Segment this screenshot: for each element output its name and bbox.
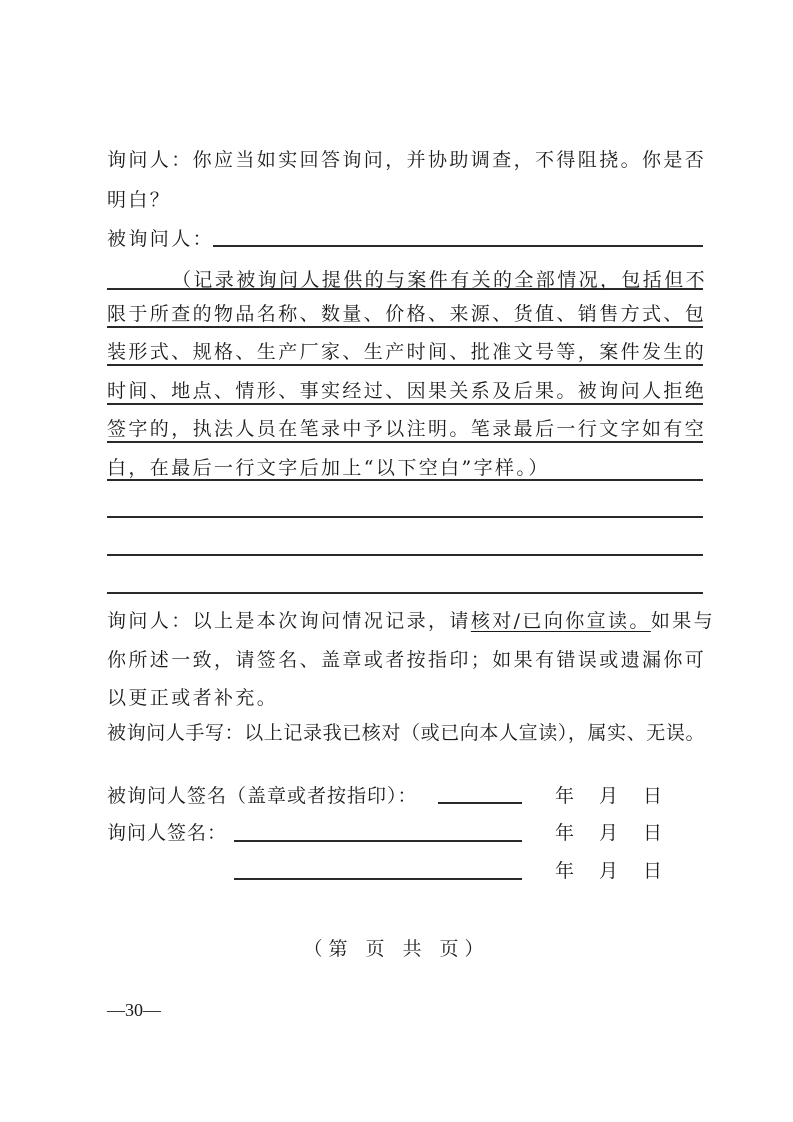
month-label: 月	[599, 822, 619, 844]
respondent-signature-field[interactable]	[438, 802, 522, 804]
inquirer-signature-label: 询问人签名：	[107, 822, 228, 844]
respondent-label: 被询问人：	[107, 228, 215, 250]
closing-prefix: 询问人：以上是本次询问情况记录，请	[107, 610, 471, 632]
answer-line-1[interactable]	[107, 288, 703, 290]
answer-line-9[interactable]	[107, 592, 703, 594]
second-inquirer-signature-field[interactable]	[234, 878, 522, 880]
answer-line-6[interactable]	[107, 479, 703, 481]
second-inquirer-date	[555, 859, 687, 883]
instruction-line-6: 白，在最后一行文字后加上“以下空白”字样。）	[107, 457, 550, 479]
instruction-line-4: 时间、地点、情形、事实经过、因果关系及后果。被询问人拒绝	[107, 380, 707, 402]
day-label: 日	[643, 785, 663, 807]
month-label: 月	[599, 785, 619, 807]
page-number: —30—	[107, 1000, 161, 1020]
year-label: 年	[555, 860, 575, 882]
year-label: 年	[555, 785, 575, 807]
month-label: 月	[599, 860, 619, 882]
day-label: 日	[643, 860, 663, 882]
instruction-line-5: 签字的，执法人员在笔录中予以注明。笔录最后一行文字如有空	[107, 418, 707, 440]
inquirer-signature-field[interactable]	[234, 840, 522, 842]
inquiry-statement-line-2: 明白？	[107, 189, 172, 211]
page-info: （第 页 共 页）	[303, 938, 490, 960]
respondent-answer-field[interactable]	[213, 245, 703, 247]
day-label: 日	[643, 822, 663, 844]
inquirer-date	[555, 821, 687, 845]
answer-line-3[interactable]	[107, 364, 703, 366]
closing-underlined: 核对/已向你宣读。	[470, 610, 651, 632]
respondent-date	[555, 784, 687, 808]
respondent-signature-label: 被询问人签名（盖章或者按指印）：	[107, 785, 418, 807]
year-label: 年	[555, 822, 575, 844]
answer-line-7[interactable]	[107, 516, 703, 518]
answer-line-4[interactable]	[107, 403, 703, 405]
answer-line-2[interactable]	[107, 326, 703, 328]
instruction-line-2: 限于所查的物品名称、数量、价格、来源、货值、销售方式、包	[107, 303, 707, 325]
inquiry-statement-line-1: 询问人：你应当如实回答询问，并协助调查，不得阻挠。你是否	[107, 149, 707, 171]
closing-line-1	[107, 609, 715, 633]
instruction-line-1: （记录被询问人提供的与案件有关的全部情况，包括但不	[172, 269, 708, 291]
closing-suffix: 如果与	[650, 610, 716, 632]
answer-line-8[interactable]	[107, 554, 703, 556]
closing-line-2: 你所述一致，请签名、盖章或者按指印；如果有错误或遗漏你可	[107, 649, 707, 671]
answer-line-5[interactable]	[107, 441, 703, 443]
instruction-line-3: 装形式、规格、生产厂家、生产时间、批准文号等，案件发生的	[107, 341, 707, 363]
handwritten-confirmation: 被询问人手写：以上记录我已核对（或已向本人宣读），属实、无误。	[107, 722, 706, 744]
closing-line-3: 以更正或者补充。	[107, 687, 279, 709]
